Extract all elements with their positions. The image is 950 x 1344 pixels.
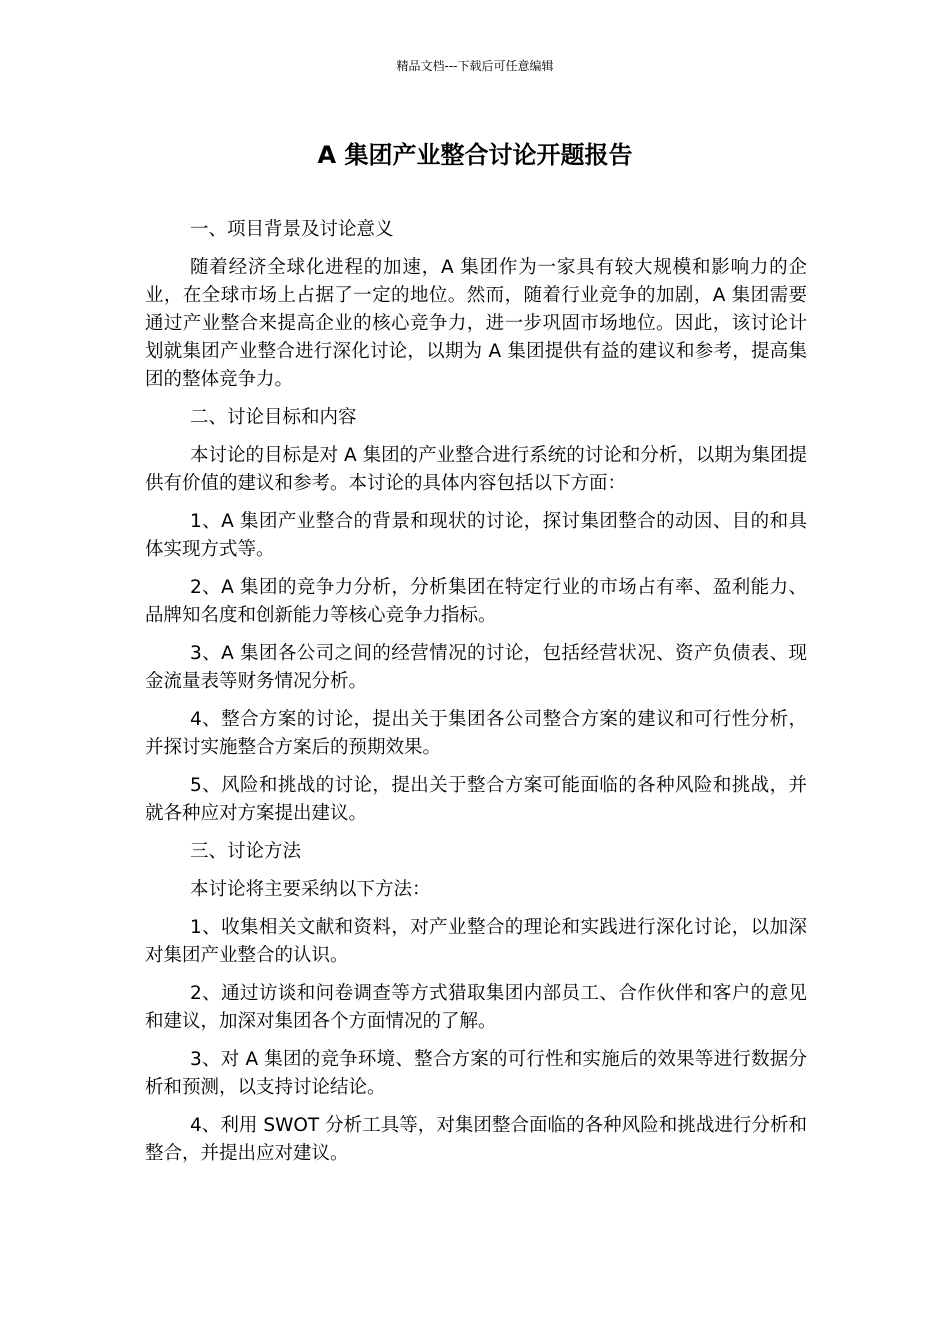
document-body <box>145 216 807 1178</box>
section-heading-background: 一、项目背景及讨论意义 <box>190 219 394 240</box>
section-heading-methods: 三、讨论方法 <box>190 841 302 862</box>
paragraph-methods-intro: 本讨论将主要采纳以下方法： <box>190 879 431 900</box>
list-item-content-3: 3、A 集团各公司之间的经营情况的讨论，包括经营状况、资产负债表、现金流量表等财务情况分析。 <box>145 643 807 692</box>
list-item-method-3: 3、对 A 集团的竞争环境、整合方案的可行性和实施后的效果等进行数据分析和预测，以支持讨论结论。 <box>145 1049 807 1098</box>
list-item-content-5: 5、风险和挑战的讨论，提出关于整合方案可能面临的各种风险和挑战，并就各种应对方案提出建议。 <box>145 775 807 824</box>
list-item-content-2: 2、A 集团的竞争力分析，分析集团在特定行业的市场占有率、盈利能力、品牌知名度和创新能力等核心竞争力指标。 <box>145 577 807 626</box>
list-item-method-1: 1、收集相关文献和资料，对产业整合的理论和实践进行深化讨论，以加深对集团产业整合的认识。 <box>145 917 807 966</box>
paragraph-background: 随着经济全球化进程的加速，A 集团作为一家具有较大规模和影响力的企业，在全球市场上占据了一定的地位。然而，随着行业竞争的加剧，A 集团需要通过产业整合来提高企业的核心竞争力，进一步巩固市场地位。因此，该讨论计划就集团产业整合进行深化讨论，以期为 A 集团提供有益的建议和参考，提高集团的整体竞争力。 <box>145 257 807 390</box>
list-item-method-4: 4、利用 SWOT 分析工具等，对集团整合面临的各种风险和挑战进行分析和整合，并提出应对建议。 <box>145 1115 807 1164</box>
list-item-content-4: 4、整合方案的讨论，提出关于集团各公司整合方案的建议和可行性分析，并探讨实施整合方案后的预期效果。 <box>145 709 807 758</box>
paragraph-goals-intro: 本讨论的目标是对 A 集团的产业整合进行系统的讨论和分析，以期为集团提供有价值的建议和参考。本讨论的具体内容包括以下方面： <box>145 445 807 494</box>
page-header-note: 精品文档---下载后可任意编辑 <box>396 59 554 73</box>
section-heading-goals: 二、讨论目标和内容 <box>190 407 357 428</box>
list-item-method-2: 2、通过访谈和问卷调查等方式猎取集团内部员工、合作伙伴和客户的意见和建议，加深对集团各个方面情况的了解。 <box>145 983 807 1032</box>
list-item-content-1: 1、A 集团产业整合的背景和现状的讨论，探讨集团整合的动因、目的和具体实现方式等。 <box>145 511 807 560</box>
document-title: A 集团产业整合讨论开题报告 <box>317 141 633 169</box>
